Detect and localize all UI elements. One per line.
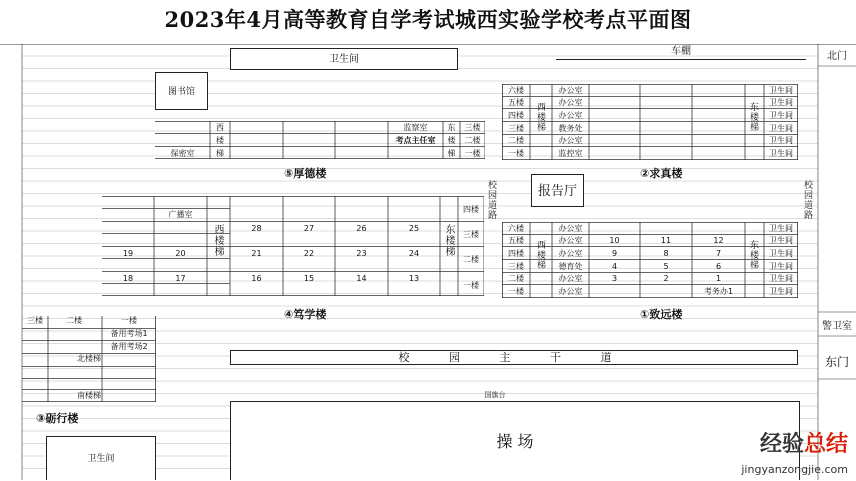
zhiyuan-toilet-4: 卫生间 bbox=[769, 249, 793, 258]
zhiyuan-office-1: 办公室 bbox=[558, 287, 583, 296]
duxue-building-name: ④笃学楼 bbox=[284, 308, 327, 321]
room-1: 1 bbox=[715, 274, 722, 283]
room-18: 18 bbox=[122, 274, 134, 283]
zhiyuan-office-2: 办公室 bbox=[558, 274, 583, 283]
east-gate: 东门 bbox=[824, 355, 849, 369]
page-title: 2023年4月高等教育自学考试城西实验学校考点平面图 bbox=[164, 7, 692, 32]
watermark bbox=[760, 427, 848, 458]
zhiyuan-floor-6: 六楼 bbox=[508, 224, 524, 233]
qiuzhen-floor-6: 六楼 bbox=[508, 86, 524, 95]
zhiyuan-toilet-5: 卫生间 bbox=[769, 236, 793, 245]
campus-road-right: 校园道路 bbox=[802, 180, 812, 220]
room-21: 21 bbox=[251, 249, 262, 258]
qiuzhen-toilet-6: 卫生间 bbox=[769, 86, 793, 95]
room-6: 6 bbox=[715, 262, 722, 271]
room-20: 20 bbox=[175, 249, 186, 258]
qiuzhen-building-name: ②求真楼 bbox=[640, 167, 683, 180]
lixing-building-name: ③砺行楼 bbox=[36, 412, 79, 425]
library: 图书馆 bbox=[155, 72, 208, 110]
houde-floor-1: 一楼 bbox=[464, 149, 481, 158]
duxue-east-stair: 东楼梯 bbox=[443, 224, 454, 257]
houde-east-stair-1: 东 bbox=[447, 123, 456, 132]
qiuzhen-floor-5: 五楼 bbox=[508, 98, 524, 107]
room-9: 9 bbox=[611, 249, 618, 258]
monitoring-room: 监控室 bbox=[558, 149, 583, 158]
room-28: 28 bbox=[251, 224, 262, 233]
guard-room: 警卫室 bbox=[822, 321, 852, 332]
qiuzhen-floor-4: 四楼 bbox=[508, 111, 524, 120]
qiuzhen-west-stair: 西楼梯 bbox=[535, 102, 545, 132]
south-stair: 南楼梯 bbox=[77, 391, 101, 400]
room-5: 5 bbox=[663, 262, 669, 271]
zhiyuan-building-name: ①致远楼 bbox=[640, 308, 683, 321]
zhiyuan-toilet-6: 卫生间 bbox=[769, 224, 793, 233]
houde-west-stair-2: 楼 bbox=[216, 136, 224, 145]
qiuzhen-office-5: 办公室 bbox=[558, 98, 583, 107]
houde-building-name: ⑤厚德楼 bbox=[284, 167, 327, 180]
campus-road-left: 校园道路 bbox=[486, 180, 496, 220]
toilet-bottom: 卫生间 bbox=[46, 436, 156, 480]
room-14: 14 bbox=[356, 274, 367, 283]
north-gate: 北门 bbox=[827, 51, 847, 62]
room-27: 27 bbox=[303, 224, 315, 233]
lixing-floor-3: 三楼 bbox=[27, 316, 43, 325]
room-11: 11 bbox=[660, 236, 672, 245]
zhiyuan-floor-1: 一楼 bbox=[508, 287, 524, 296]
backup-room-1: 备用考场1 bbox=[110, 329, 148, 338]
room-4: 4 bbox=[611, 262, 618, 271]
zhiyuan-floor-3: 三楼 bbox=[508, 262, 524, 271]
room-24: 24 bbox=[408, 249, 420, 258]
qiuzhen-office-4: 办公室 bbox=[558, 111, 583, 120]
bike-shed: 车棚 bbox=[556, 46, 806, 60]
director-room: 考点主任室 bbox=[395, 136, 436, 145]
lixing-building bbox=[22, 316, 156, 402]
room-13: 13 bbox=[408, 274, 420, 283]
houde-west-stair-1: 西 bbox=[216, 123, 224, 132]
watermark-part1: 经验 bbox=[759, 432, 804, 457]
qiuzhen-office-6: 办公室 bbox=[558, 86, 583, 95]
room-22: 22 bbox=[303, 249, 315, 258]
main-road: 校 园 主 干 道 bbox=[230, 350, 798, 365]
broadcast-room: 广播室 bbox=[168, 210, 193, 219]
qiuzhen-floor-3: 三楼 bbox=[508, 124, 524, 133]
zhiyuan-office-4: 办公室 bbox=[558, 249, 583, 258]
zhiyuan-toilet-3: 卫生间 bbox=[769, 262, 793, 271]
zhiyuan-east-stair: 东楼梯 bbox=[748, 240, 758, 270]
zhiyuan-toilet-2: 卫生间 bbox=[769, 274, 793, 283]
duxue-west-stair: 西楼梯 bbox=[212, 224, 223, 257]
watermark-part2: 总结 bbox=[803, 432, 848, 457]
qiuzhen-toilet-4: 卫生间 bbox=[769, 111, 793, 120]
qiuzhen-building bbox=[502, 84, 798, 160]
flag-platform: 国旗台 bbox=[484, 391, 506, 399]
room-2: 2 bbox=[663, 274, 669, 283]
room-12: 12 bbox=[713, 236, 724, 245]
houde-east-stair-2: 楼 bbox=[447, 136, 456, 145]
academic-affairs: 教务处 bbox=[558, 124, 583, 133]
qiuzhen-toilet-2: 卫生间 bbox=[769, 136, 793, 145]
qiuzhen-office-2: 办公室 bbox=[558, 136, 583, 145]
north-stair: 北楼梯 bbox=[77, 354, 101, 363]
qiuzhen-floor-2: 二楼 bbox=[508, 136, 524, 145]
moral-education-office: 德育处 bbox=[558, 262, 583, 271]
houde-east-stair-3: 梯 bbox=[447, 149, 456, 158]
zhiyuan-office-5: 办公室 bbox=[558, 236, 583, 245]
duxue-floor-4: 四楼 bbox=[463, 205, 479, 214]
zhiyuan-toilet-1: 卫生间 bbox=[769, 287, 793, 296]
room-26: 26 bbox=[356, 224, 367, 233]
houde-floor-2: 二楼 bbox=[464, 136, 481, 145]
lixing-floor-2: 二楼 bbox=[66, 316, 82, 325]
room-16: 16 bbox=[251, 274, 262, 283]
room-15: 15 bbox=[303, 274, 315, 283]
backup-room-2: 备用考场2 bbox=[110, 342, 148, 351]
qiuzhen-toilet-5: 卫生间 bbox=[769, 98, 793, 107]
room-25: 25 bbox=[408, 224, 420, 233]
qiuzhen-east-stair: 东楼梯 bbox=[748, 102, 758, 132]
qiuzhen-toilet-1: 卫生间 bbox=[769, 149, 793, 158]
supervision-room: 监察室 bbox=[403, 123, 428, 132]
zhiyuan-floor-2: 二楼 bbox=[508, 274, 524, 283]
duxue-floor-3: 三楼 bbox=[463, 230, 479, 239]
room-19: 19 bbox=[122, 249, 134, 258]
zhiyuan-west-stair: 西楼梯 bbox=[535, 240, 545, 270]
watermark-url: jingyanzongjie.com bbox=[741, 463, 848, 476]
room-10: 10 bbox=[609, 236, 620, 245]
room-17: 17 bbox=[175, 274, 186, 283]
zhiyuan-building bbox=[502, 222, 798, 298]
duxue-floor-1: 一楼 bbox=[463, 281, 479, 290]
qiuzhen-toilet-3: 卫生间 bbox=[769, 124, 793, 133]
room-7: 7 bbox=[715, 249, 722, 258]
toilet-top: 卫生间 bbox=[230, 48, 458, 70]
room-8: 8 bbox=[663, 249, 669, 258]
room-3: 3 bbox=[611, 274, 618, 283]
qiuzhen-floor-1: 一楼 bbox=[508, 149, 524, 158]
zhiyuan-office-6: 办公室 bbox=[558, 224, 583, 233]
zhiyuan-floor-5: 五楼 bbox=[508, 236, 524, 245]
room-23: 23 bbox=[356, 249, 367, 258]
playground: 操 场 bbox=[230, 401, 800, 480]
houde-west-stair-3: 梯 bbox=[216, 149, 224, 158]
duxue-building bbox=[102, 196, 484, 296]
duxue-floor-2: 二楼 bbox=[463, 255, 479, 264]
report-hall: 报告厅 bbox=[531, 174, 584, 207]
security-room: 保密室 bbox=[170, 149, 195, 158]
lixing-floor-1: 一楼 bbox=[121, 316, 137, 325]
exam-office-1: 考务办1 bbox=[703, 287, 734, 296]
houde-floor-3: 三楼 bbox=[464, 123, 481, 132]
zhiyuan-floor-4: 四楼 bbox=[508, 249, 524, 258]
houde-building bbox=[155, 121, 485, 159]
